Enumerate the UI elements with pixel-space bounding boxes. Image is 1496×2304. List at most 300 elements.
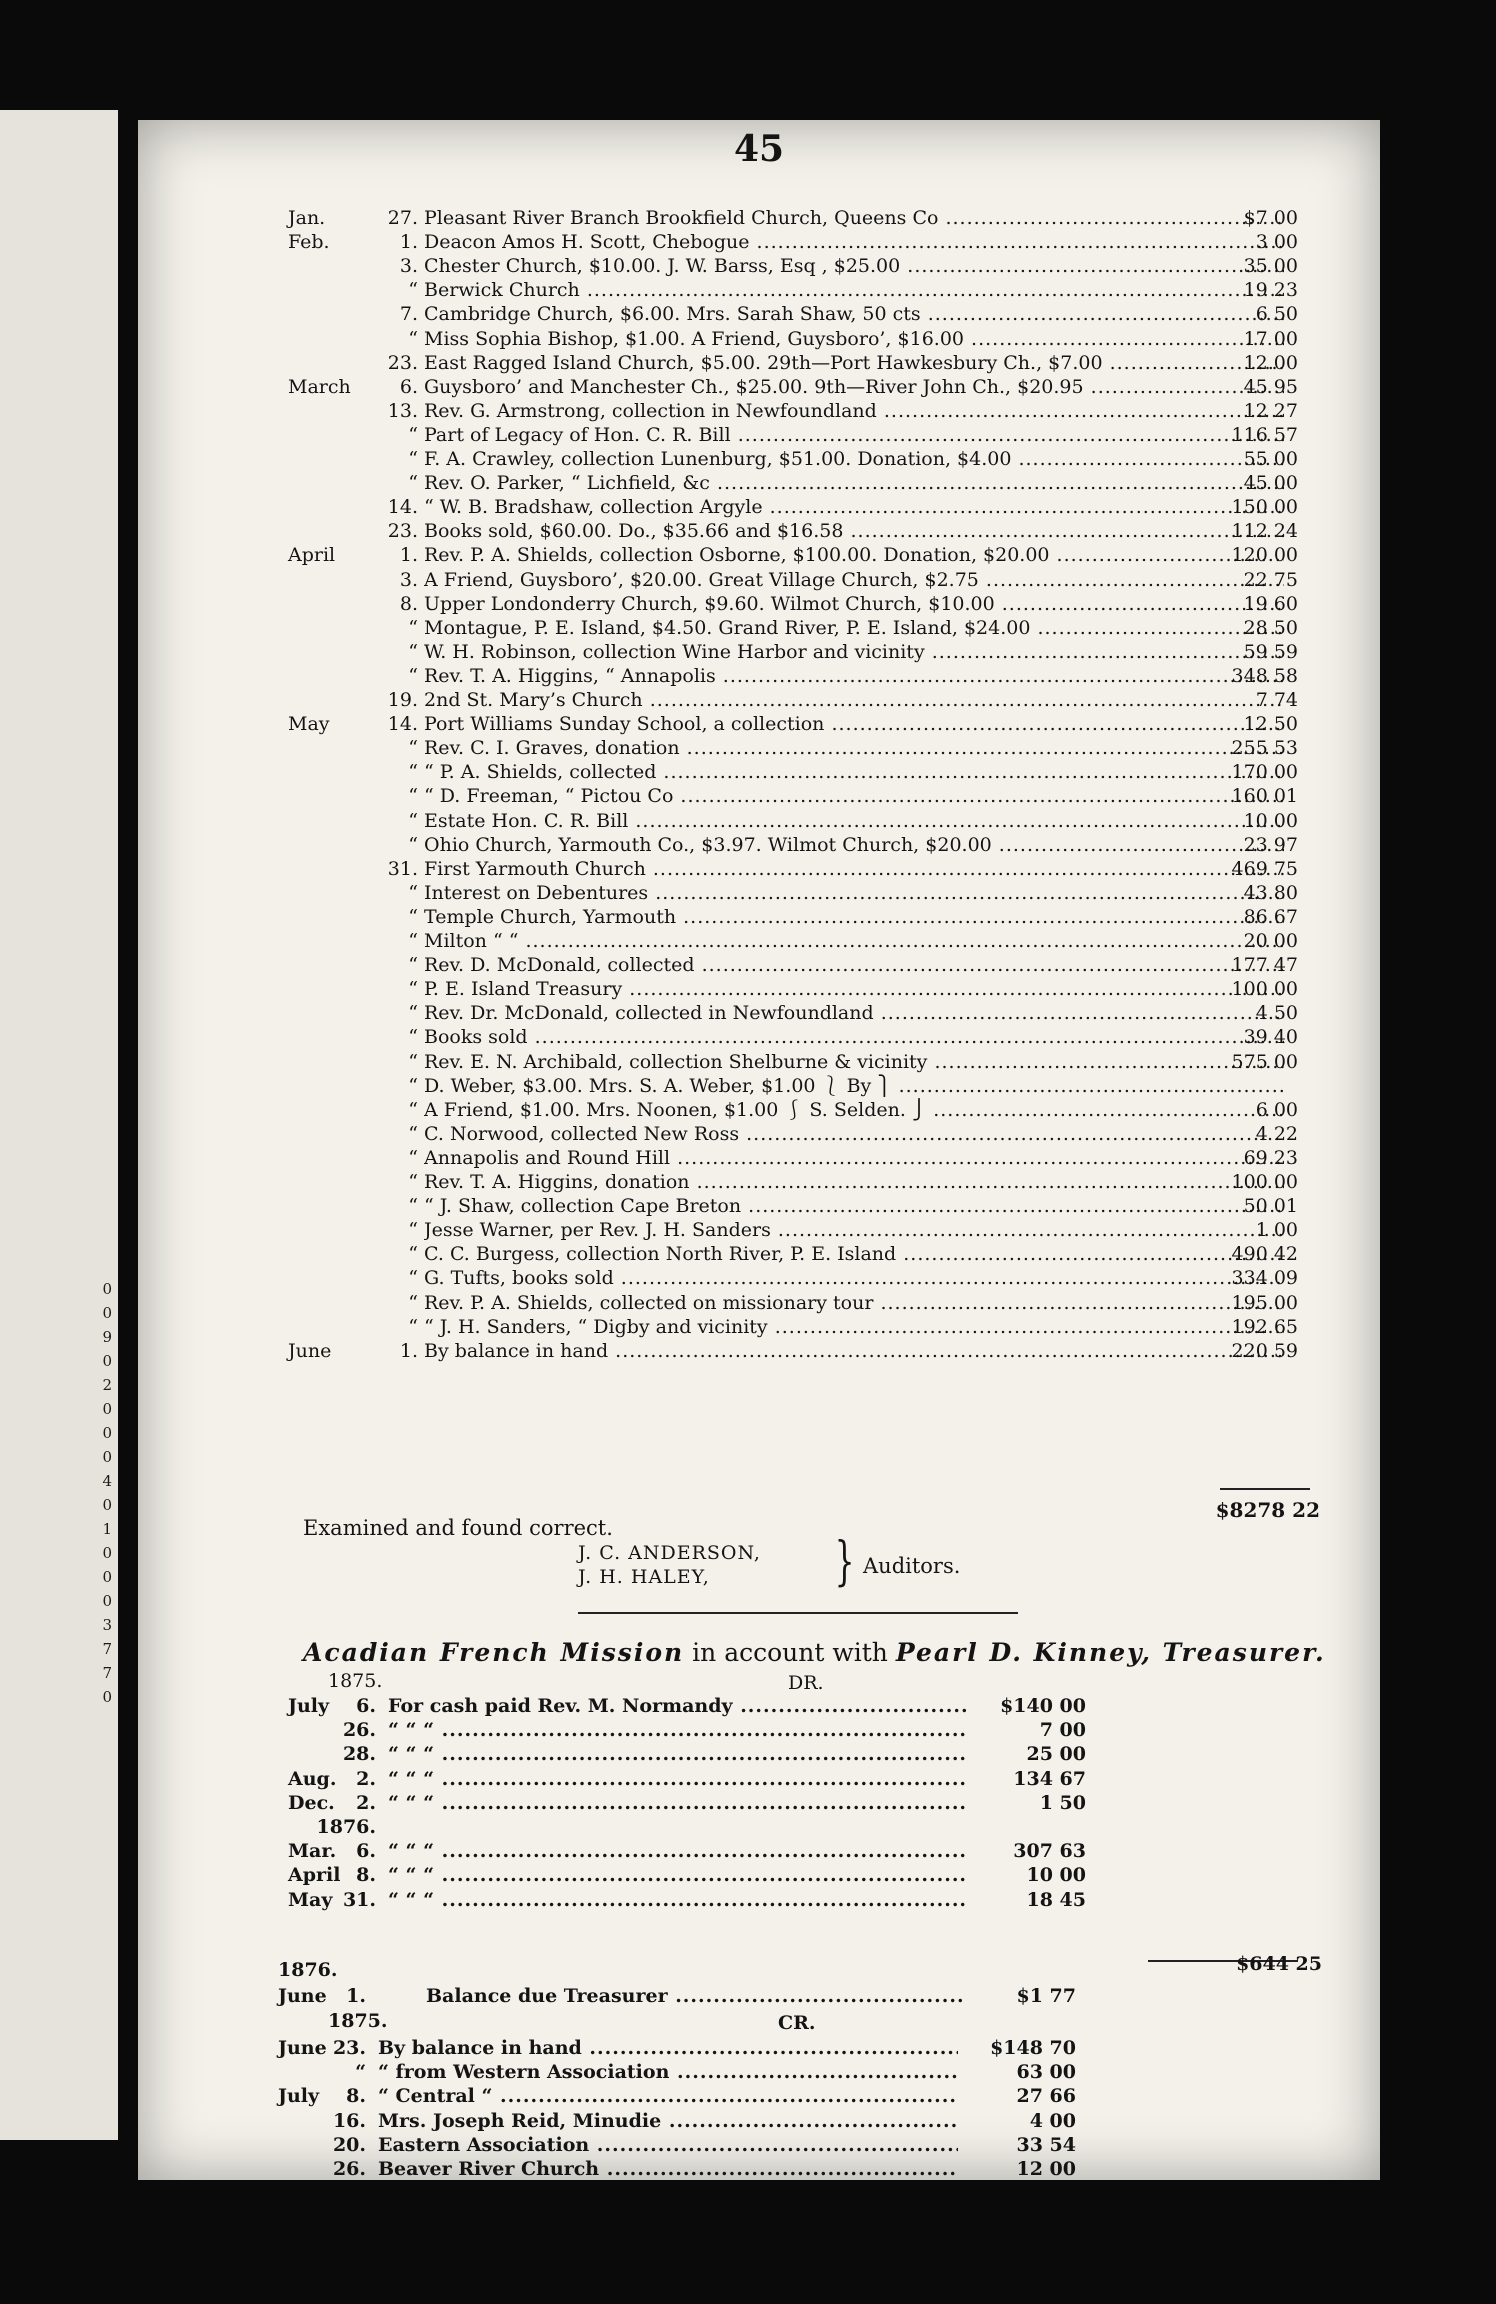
dr-entry — [288, 1888, 1188, 1912]
entry-day: 27. — [387, 207, 418, 229]
facing-page-number: 9 — [102, 1328, 112, 1346]
entry-month: June — [288, 1340, 332, 1362]
entry-amount: 23 97 — [1243, 834, 1298, 856]
entry-amount: 22 75 — [1243, 569, 1298, 591]
entry-day: 8. — [356, 1864, 376, 1886]
entry-amount: 177 47 — [1231, 954, 1298, 976]
entry-description: Mrs. Joseph Reid, Minudie ..... — [378, 2109, 958, 2133]
facing-page-number: 2 — [102, 1376, 112, 1394]
entry-amount: 10 00 — [1026, 1864, 1086, 1886]
ledger-entry — [288, 784, 1318, 808]
entry-month: Mar. — [288, 1840, 337, 1862]
entry-description: Rev. P. A. Shields, collected on missionary tour ..... — [424, 1291, 1284, 1315]
ledger-entry — [288, 592, 1318, 616]
entry-day: “ — [408, 954, 418, 976]
facing-page-number: 0 — [102, 1544, 112, 1562]
entry-amount: 43 80 — [1243, 882, 1298, 904]
page-number: 45 — [733, 128, 785, 170]
entry-amount: 39 40 — [1243, 1026, 1298, 1048]
facing-page-number: 0 — [102, 1568, 112, 1586]
entry-amount: 170 00 — [1231, 761, 1298, 783]
entry-amount: 334 09 — [1231, 1267, 1298, 1289]
ledger-entry — [288, 712, 1318, 736]
entry-day: 23. — [387, 520, 418, 542]
total-rule — [1220, 1488, 1310, 1490]
entry-day: 8. — [399, 593, 418, 615]
entry-description: Interest on Debentures ..... — [424, 881, 1284, 905]
entry-description: Rev. C. I. Graves, donation ..... — [424, 736, 1284, 760]
ledger-entry — [288, 1146, 1318, 1170]
ledger-entry — [288, 399, 1318, 423]
entry-description: East Ragged Island Church, $5.00. 29th—Port Hawkesbury Ch., $7.00 ..... — [424, 351, 1284, 375]
entry-amount: 17 00 — [1243, 328, 1298, 350]
entry-amount: 45 95 — [1243, 376, 1298, 398]
entry-amount: 12 27 — [1243, 400, 1298, 422]
entry-day: 1876. — [316, 1816, 376, 1838]
entry-description: “ “ “ ..... — [388, 1863, 968, 1887]
entry-description: Chester Church, $10.00. J. W. Barss, Esq , $25.00 ..... — [424, 254, 1284, 278]
ledger-entry — [288, 881, 1318, 905]
entry-month: Jan. — [288, 207, 326, 229]
entry-month: May — [288, 713, 330, 735]
entry-description: For cash paid Rev. M. Normandy ..... — [388, 1694, 968, 1718]
entry-amount: 63 00 — [1016, 2061, 1076, 2083]
entry-amount: 18 45 — [1026, 1889, 1086, 1911]
entry-day: “ — [408, 424, 418, 446]
dr-entry — [288, 1839, 1188, 1863]
ledger-page — [138, 120, 1380, 2180]
entry-description: Port Williams Sunday School, a collection ..... — [424, 712, 1284, 736]
ledger-entry — [288, 1074, 1318, 1098]
entry-day: 1. — [399, 231, 418, 253]
entry-day: “ — [408, 641, 418, 663]
entry-amount: 490 42 — [1231, 1243, 1298, 1265]
entry-amount: 3 00 — [1255, 231, 1298, 253]
entry-day: “ — [408, 834, 418, 856]
entry-description: “ J. H. Sanders, “ Digby and vicinity ..... — [424, 1315, 1284, 1339]
entry-description: A Friend, Guysboro’, $20.00. Great Village Church, $2.75 ..... — [424, 568, 1284, 592]
entry-description: “ Central “ ..... — [378, 2084, 958, 2108]
entry-amount: 100 00 — [1231, 1171, 1298, 1193]
account-heading — [303, 1638, 1333, 1667]
facing-page-edge — [0, 110, 118, 2140]
entry-day: “ — [408, 1219, 418, 1241]
entry-day: “ — [408, 1123, 418, 1145]
entry-amount: 220 59 — [1231, 1340, 1298, 1362]
entry-amount: 100 00 — [1231, 978, 1298, 1000]
entry-description: Temple Church, Yarmouth ..... — [424, 905, 1284, 929]
entry-description: Miss Sophia Bishop, $1.00. A Friend, Guysboro’, $16.00 ..... — [424, 327, 1284, 351]
account-treasurer: Pearl D. Kinney, Treasurer. — [895, 1638, 1326, 1667]
entry-day: “ — [408, 1267, 418, 1289]
entry-description: Upper Londonderry Church, $9.60. Wilmot Church, $10.00 ..... — [424, 592, 1284, 616]
entry-description: Part of Legacy of Hon. C. R. Bill ..... — [424, 423, 1284, 447]
entry-description: “ “ “ ..... — [388, 1718, 968, 1742]
ledger-entry — [288, 254, 1318, 278]
ledger-entry — [288, 977, 1318, 1001]
facing-page-number: 3 — [102, 1616, 112, 1634]
entry-amount: 12.00 — [1243, 352, 1298, 374]
entry-amount: 575 00 — [1231, 1051, 1298, 1073]
entry-amount: 120 00 — [1231, 544, 1298, 566]
account-heading-middle: in account with — [684, 1638, 896, 1667]
entry-day: “ — [408, 472, 418, 494]
entry-description: A Friend, $1.00. Mrs. Noonen, $1.00 ⎰ S. Selden. ⎭ ..... — [424, 1098, 1284, 1122]
entry-description: “ P. A. Shields, collected ..... — [424, 760, 1284, 784]
entry-amount: 12 00 — [1016, 2158, 1076, 2180]
entry-description: Books sold, $60.00. Do., $35.66 and $16.58 ..... — [424, 519, 1284, 543]
entry-amount: 27 66 — [1016, 2085, 1076, 2107]
entry-day: “ — [408, 930, 418, 952]
dr-label: DR. — [788, 1672, 824, 1694]
entry-day: 2. — [356, 1768, 376, 1790]
entry-month: June — [278, 2037, 327, 2059]
entry-day: “ — [408, 978, 418, 1000]
entry-description: First Yarmouth Church ..... — [424, 857, 1284, 881]
ledger-entry — [288, 1339, 1318, 1363]
auditors-brace: } — [834, 1532, 855, 1592]
entry-day: 6. — [356, 1695, 376, 1717]
entry-day: 1. — [399, 1340, 418, 1362]
entry-description: Ohio Church, Yarmouth Co., $3.97. Wilmot Church, $20.00 ..... — [424, 833, 1284, 857]
dr-entry — [288, 1791, 1188, 1815]
entry-amount: 12 50 — [1243, 713, 1298, 735]
entry-description: Rev. T. A. Higgins, donation ..... — [424, 1170, 1284, 1194]
facing-page-number: 0 — [102, 1280, 112, 1298]
ledger-entry — [288, 1218, 1318, 1242]
entry-description: Jesse Warner, per Rev. J. H. Sanders ..... — [424, 1218, 1284, 1242]
entry-day: “ — [408, 810, 418, 832]
entry-amount: 4 00 — [1029, 2110, 1076, 2132]
entry-day: 28. — [342, 1743, 376, 1765]
entry-amount: 192 65 — [1231, 1316, 1298, 1338]
entry-day: “ — [408, 1099, 418, 1121]
entry-description: G. Tufts, books sold ..... — [424, 1266, 1284, 1290]
entry-day: “ — [408, 785, 418, 807]
entry-day: “ — [408, 906, 418, 928]
entry-description: “ W. B. Bradshaw, collection Argyle ..... — [424, 495, 1284, 519]
entry-amount: 255 53 — [1231, 737, 1298, 759]
entry-description: By balance in hand ..... — [424, 1339, 1284, 1363]
entry-description: Rev. E. N. Archibald, collection Shelburne & vicinity ..... — [424, 1050, 1284, 1074]
ledger-total: $8278 22 — [1215, 1498, 1320, 1522]
entry-amount: 55 00 — [1243, 448, 1298, 470]
ledger-entry — [288, 495, 1318, 519]
entry-description: “ from Western Association ..... — [378, 2060, 958, 2084]
entry-day: 20. — [332, 2134, 366, 2156]
entry-amount: 50 01 — [1243, 1195, 1298, 1217]
entry-day: “ — [408, 448, 418, 470]
entry-amount: 19 60 — [1243, 593, 1298, 615]
entry-day: “ — [355, 2061, 366, 2083]
entry-day: “ — [408, 1195, 418, 1217]
ledger-entry — [288, 688, 1318, 712]
dr-entry — [288, 1863, 1188, 1887]
entry-description: “ D. Freeman, “ Pictou Co ..... — [424, 784, 1284, 808]
ledger-entry — [288, 809, 1318, 833]
entry-description: Rev. D. McDonald, collected ..... — [424, 953, 1284, 977]
entry-description: Rev. P. A. Shields, collection Osborne, $100.00. Donation, $20.00 ..... — [424, 543, 1284, 567]
entry-description: Montague, P. E. Island, $4.50. Grand River, P. E. Island, $24.00 ..... — [424, 616, 1284, 640]
entry-day: 23. — [387, 352, 418, 374]
entry-description: By balance in hand ..... — [378, 2036, 958, 2060]
entry-description: Rev. T. A. Higgins, “ Annapolis ..... — [424, 664, 1284, 688]
entry-day: 16. — [332, 2110, 366, 2132]
entry-amount: 7 74 — [1255, 689, 1298, 711]
entry-description: “ “ “ ..... — [388, 1767, 968, 1791]
entry-day: 3. — [399, 255, 418, 277]
facing-page-number: 0 — [102, 1400, 112, 1418]
entry-amount: 69 23 — [1243, 1147, 1298, 1169]
ledger-entry — [288, 302, 1318, 326]
ledger-entry — [288, 423, 1318, 447]
entry-description: “ “ “ ..... — [388, 1888, 968, 1912]
entry-amount: 1 50 — [1039, 1792, 1086, 1814]
ledger-entry — [288, 1315, 1318, 1339]
entry-amount: 20 00 — [1243, 930, 1298, 952]
dr-entry — [288, 1694, 1188, 1718]
entry-amount: 469 75 — [1231, 858, 1298, 880]
entry-amount: $7 00 — [1243, 207, 1298, 229]
ledger-entry — [288, 1194, 1318, 1218]
entry-amount: 160 01 — [1231, 785, 1298, 807]
entry-day: 14. — [387, 713, 418, 735]
entry-day: 2. — [356, 1792, 376, 1814]
ledger-entry — [288, 1050, 1318, 1074]
entry-day: “ — [408, 1243, 418, 1265]
balance-row: June 1. Balance due Treasurer ..... $1 77 — [278, 1984, 1178, 2008]
ledger-entry — [288, 1098, 1318, 1122]
dr-year: 1875. — [328, 1670, 383, 1692]
entry-description: “ “ “ ..... — [388, 1742, 968, 1766]
facing-page-number: 0 — [102, 1448, 112, 1466]
ledger-entry — [288, 736, 1318, 760]
entry-description: Milton “ “ ..... — [424, 929, 1284, 953]
dr-entry — [288, 1767, 1188, 1791]
entry-day: 31. — [387, 858, 418, 880]
ledger-entry — [288, 760, 1318, 784]
entry-day: “ — [408, 1075, 418, 1097]
entry-day: 1. — [399, 544, 418, 566]
facing-page-number: 0 — [102, 1592, 112, 1610]
section-divider — [578, 1612, 1018, 1614]
ledger-entry — [288, 833, 1318, 857]
ledger-entry — [288, 953, 1318, 977]
entry-day: 26. — [342, 1719, 376, 1741]
entry-description: 2nd St. Mary’s Church ..... — [424, 688, 1284, 712]
ledger-entry — [288, 351, 1318, 375]
entry-amount: $140 00 — [1000, 1695, 1086, 1717]
ledger-entry — [288, 1170, 1318, 1194]
entry-description: W. H. Robinson, collection Wine Harbor and vicinity ..... — [424, 640, 1284, 664]
ledger-entry — [288, 1122, 1318, 1146]
entry-month: July — [278, 2085, 320, 2107]
entry-amount: 134 67 — [1013, 1768, 1086, 1790]
entry-description: “ “ “ ..... — [388, 1791, 968, 1815]
entry-month: April — [288, 544, 336, 566]
entry-day: 6. — [356, 1840, 376, 1862]
entry-amount: 116 57 — [1231, 424, 1298, 446]
entry-day: 13. — [387, 400, 418, 422]
entry-day: 19. — [387, 689, 418, 711]
entry-day: “ — [408, 279, 418, 301]
entry-description: Rev. G. Armstrong, collection in Newfoundland ..... — [424, 399, 1284, 423]
entry-day: “ — [408, 1316, 418, 1338]
entry-description: Rev. Dr. McDonald, collected in Newfoundland ..... — [424, 1001, 1284, 1025]
dr-total: $644 25 — [1236, 1953, 1322, 1975]
ledger-entry — [288, 929, 1318, 953]
dr-entry — [288, 1718, 1188, 1742]
ledger-entry — [288, 1266, 1318, 1290]
cr-year: 1875. — [328, 2010, 388, 2032]
entry-description: Beaver River Church ..... — [378, 2157, 958, 2181]
entry-day: 8. — [346, 2085, 366, 2107]
entry-description: Books sold ..... — [424, 1025, 1284, 1049]
ledger-entry — [288, 519, 1318, 543]
entry-day: “ — [408, 737, 418, 759]
entry-description: “ “ “ ..... — [388, 1839, 968, 1863]
entry-description: Estate Hon. C. R. Bill ..... — [424, 809, 1284, 833]
facing-page-number: 0 — [102, 1304, 112, 1322]
entry-amount: 6 00 — [1255, 1099, 1298, 1121]
entry-month: May — [288, 1889, 333, 1911]
entry-amount: 4 22 — [1255, 1123, 1298, 1145]
entry-amount: 33 54 — [1016, 2134, 1076, 2156]
entry-amount: 25 00 — [1026, 1743, 1086, 1765]
ledger-entry — [288, 568, 1318, 592]
entry-day: 6. — [399, 376, 418, 398]
dr-entry — [288, 1742, 1188, 1766]
entry-amount: 28 50 — [1243, 617, 1298, 639]
entry-day: 31. — [342, 1889, 376, 1911]
ledger-entry — [288, 1001, 1318, 1025]
entry-description: Guysboro’ and Manchester Ch., $25.00. 9th—River John Ch., $20.95 ..... — [424, 375, 1284, 399]
account-organization: Acadian French Mission — [303, 1638, 685, 1667]
entry-description: Cambridge Church, $6.00. Mrs. Sarah Shaw, 50 cts ..... — [424, 302, 1284, 326]
entry-amount: 10 00 — [1243, 810, 1298, 832]
entry-day: “ — [408, 665, 418, 687]
ledger-entry — [288, 375, 1318, 399]
entry-day: “ — [408, 1026, 418, 1048]
ledger-entry — [288, 1025, 1318, 1049]
entry-description: Annapolis and Round Hill ..... — [424, 1146, 1284, 1170]
entry-day: “ — [408, 1002, 418, 1024]
entry-description: “ J. Shaw, collection Cape Breton ..... — [424, 1194, 1284, 1218]
entry-amount: 112 24 — [1231, 520, 1298, 542]
examined-statement: Examined and found correct. — [303, 1516, 613, 1540]
cr-entry — [278, 2109, 1178, 2133]
entry-day: “ — [408, 1051, 418, 1073]
entry-amount: 35 00 — [1243, 255, 1298, 277]
facing-page-number: 0 — [102, 1424, 112, 1442]
facing-page-number: 1 — [102, 1520, 112, 1538]
entry-month: April — [288, 1864, 341, 1886]
cr-entry — [278, 2084, 1178, 2108]
auditors-label: Auditors. — [863, 1554, 961, 1578]
ledger-entry — [288, 640, 1318, 664]
entry-description: F. A. Crawley, collection Lunenburg, $51.00. Donation, $4.00 ..... — [424, 447, 1284, 471]
auditor-name: J. H. HALEY, — [578, 1566, 710, 1588]
entry-day: “ — [408, 882, 418, 904]
facing-page-number: 0 — [102, 1352, 112, 1370]
facing-page-number: 0 — [102, 1688, 112, 1706]
entry-day: “ — [408, 617, 418, 639]
cr-label: CR. — [778, 2012, 816, 2034]
entry-day: 23. — [332, 2037, 366, 2059]
facing-page-number: 7 — [102, 1664, 112, 1682]
ledger-entry — [288, 543, 1318, 567]
entry-amount: 195 00 — [1231, 1292, 1298, 1314]
ledger-entry — [288, 857, 1318, 881]
entry-month: Aug. — [288, 1768, 337, 1790]
entry-amount: 4 50 — [1255, 1002, 1298, 1024]
entry-amount: 45 00 — [1243, 472, 1298, 494]
entry-description: D. Weber, $3.00. Mrs. S. A. Weber, $1.00 ⎱ By ⎫ ..... — [424, 1074, 1284, 1098]
facing-page-number: 4 — [102, 1472, 112, 1490]
entry-description: Rev. O. Parker, “ Lichfield, &c ..... — [424, 471, 1284, 495]
entry-month: March — [288, 376, 351, 398]
entry-amount: 59 59 — [1243, 641, 1298, 663]
ledger-entry — [288, 206, 1318, 230]
entry-day: 26. — [332, 2158, 366, 2180]
entry-day: “ — [408, 328, 418, 350]
dr-entry — [288, 1815, 1188, 1839]
entry-month: July — [288, 1695, 330, 1717]
ledger-entry — [288, 327, 1318, 351]
cr-entry — [278, 2133, 1178, 2157]
cr-entry — [278, 2060, 1178, 2084]
entry-day: 14. — [387, 496, 418, 518]
ledger-entry — [288, 278, 1318, 302]
entry-amount: $148 70 — [990, 2037, 1076, 2059]
ledger-entry — [288, 471, 1318, 495]
entry-day: “ — [408, 761, 418, 783]
entry-description: C. Norwood, collected New Ross ..... — [424, 1122, 1284, 1146]
ledger-entry — [288, 1242, 1318, 1266]
entry-description: C. C. Burgess, collection North River, P. E. Island ..... — [424, 1242, 1284, 1266]
ledger-entry — [288, 616, 1318, 640]
ledger-entry — [288, 1291, 1318, 1315]
entry-day: “ — [408, 1292, 418, 1314]
entry-month: Dec. — [288, 1792, 335, 1814]
entry-amount: 307 63 — [1013, 1840, 1086, 1862]
entry-amount: 19 23 — [1243, 279, 1298, 301]
entry-description: Deacon Amos H. Scott, Chebogue ..... — [424, 230, 1284, 254]
entry-day: 3. — [399, 569, 418, 591]
cr-entry — [278, 2036, 1178, 2060]
ledger-entry — [288, 905, 1318, 929]
entry-description: Pleasant River Branch Brookfield Church, Queens Co ..... — [424, 206, 1284, 230]
facing-page-number: 0 — [102, 1496, 112, 1514]
entry-amount: 150 00 — [1231, 496, 1298, 518]
entry-description: P. E. Island Treasury ..... — [424, 977, 1284, 1001]
entry-day: “ — [408, 1171, 418, 1193]
entry-amount: 6 50 — [1255, 303, 1298, 325]
entry-day: 7. — [399, 303, 418, 325]
entry-amount: 7 00 — [1039, 1719, 1086, 1741]
ledger-entry — [288, 447, 1318, 471]
entry-description: Eastern Association ..... — [378, 2133, 958, 2157]
balance-year-row: 1876. — [278, 1959, 338, 1981]
entry-amount: 1 00 — [1255, 1219, 1298, 1241]
entry-amount: 86 67 — [1243, 906, 1298, 928]
entry-day: “ — [408, 1147, 418, 1169]
cr-entry — [278, 2157, 1178, 2181]
ledger-entry — [288, 664, 1318, 688]
ledger-entry — [288, 230, 1318, 254]
entry-description: Berwick Church ..... — [424, 278, 1284, 302]
entry-month: Feb. — [288, 231, 330, 253]
